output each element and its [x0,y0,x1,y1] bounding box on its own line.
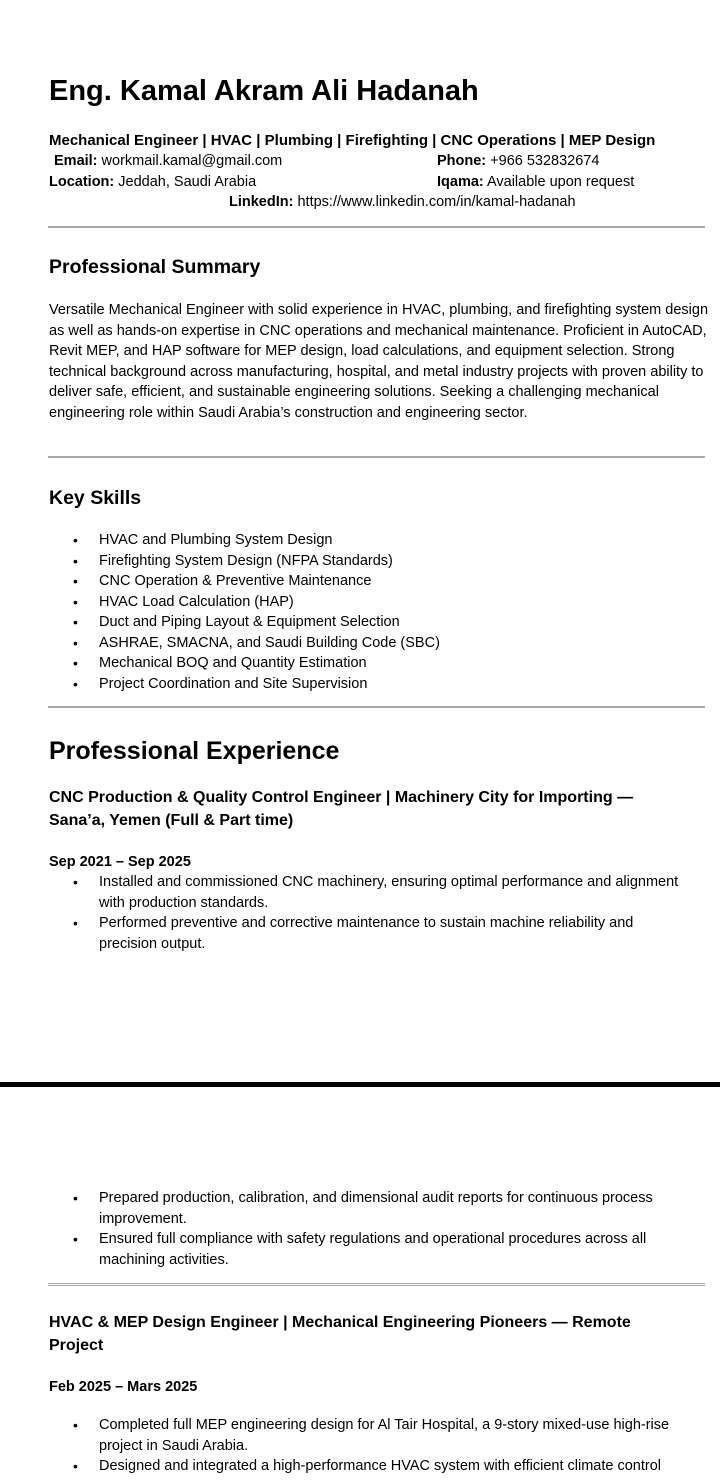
linkedin-link[interactable]: https://www.linkedin.com/in/kamal-hadanah [297,194,576,210]
list-item: • HVAC Load Calculation (HAP) [49,592,689,613]
skills-heading: Key Skills [49,487,142,509]
list-item: • Installed and commissioned CNC machinery, ensuring optimal performance and alignment with production standards. [49,872,689,913]
phone-value: +966 532832674 [490,153,600,169]
email-line [54,151,282,171]
job-bullets [49,1188,689,1270]
email-value[interactable]: workmail.kamal@gmail.com [101,153,283,169]
list-item: • Firefighting System Design (NFPA Standards) [49,551,689,572]
list-item: • Completed full MEP engineering design for Al Tair Hospital, a 9-story mixed-use high-rise project in Saudi Arabia. [49,1415,689,1456]
email-label: Email: [54,153,98,169]
list-item: • Ensured full compliance with safety regulations and operational procedures across all machining activities. [49,1229,689,1270]
list-item: • Performed preventive and corrective maintenance to sustain machine reliability and precision output. [49,913,689,954]
section-divider [48,456,705,458]
summary-text: Versatile Mechanical Engineer with solid experience in HVAC, plumbing, and firefighting system design as well as hands-on expertise in CNC operations and mechanical maintenance. Proficient in AutoCAD, Revit MEP, and HAP software for MEP design, load calculations, and equipment selection. Strong technical background across manufacturing, hospital, and metal industry projects with proven ability to deliver safe, efficient, and sustainable engineering solutions. Seeking a challenging mechanical engineering role within Saudi Arabia’s construction and engineering sector. [49,302,709,421]
list-item: • Duct and Piping Layout & Equipment Selection [49,612,689,633]
job-bullets [49,1415,689,1477]
skills-list [49,530,689,694]
list-item: • HVAC and Plumbing System Design [49,530,689,551]
list-item: • Designed and integrated a high-performance HVAC system with efficient climate control [49,1456,689,1477]
iqama-label: Iqama: [437,174,484,190]
location-label: Location: [49,174,115,190]
summary-heading: Professional Summary [49,256,261,278]
iqama-line [437,172,634,192]
list-item: • ASHRAE, SMACNA, and Saudi Building Code (SBC) [49,633,689,654]
list-item: • CNC Operation & Preventive Maintenance [49,571,689,592]
experience-heading: Professional Experience [49,737,340,765]
list-item: • Prepared production, calibration, and dimensional audit reports for continuous process improvement. [49,1188,689,1229]
linkedin-line [229,192,576,212]
section-divider [48,706,705,708]
phone-label: Phone: [437,153,487,169]
job-dates: Feb 2025 – Mars 2025 [49,1379,198,1395]
page-break [0,1082,720,1087]
job-dates: Sep 2021 – Sep 2025 [49,854,191,870]
section-divider [48,226,705,228]
job-bullets [49,872,689,954]
location-value: Jeddah, Saudi Arabia [118,174,257,190]
iqama-value: Available upon request [486,174,635,190]
professional-tagline: Mechanical Engineer | HVAC | Plumbing | Firefighting | CNC Operations | MEP Design [49,132,656,149]
candidate-name: Eng. Kamal Akram Ali Hadanah [49,75,479,107]
job-title: CNC Production & Quality Control Engineer | Machinery City for Importing — Sana’a, Yemen (Full & Part time) [49,789,634,829]
list-item: • Project Coordination and Site Supervision [49,674,689,695]
linkedin-label: LinkedIn: [229,194,294,210]
location-line [49,172,256,192]
list-item: • Mechanical BOQ and Quantity Estimation [49,653,689,674]
phone-line [437,151,599,171]
job-title: HVAC & MEP Design Engineer | Mechanical Engineering Pioneers — Remote Project [49,1314,631,1354]
section-divider [48,1283,705,1286]
